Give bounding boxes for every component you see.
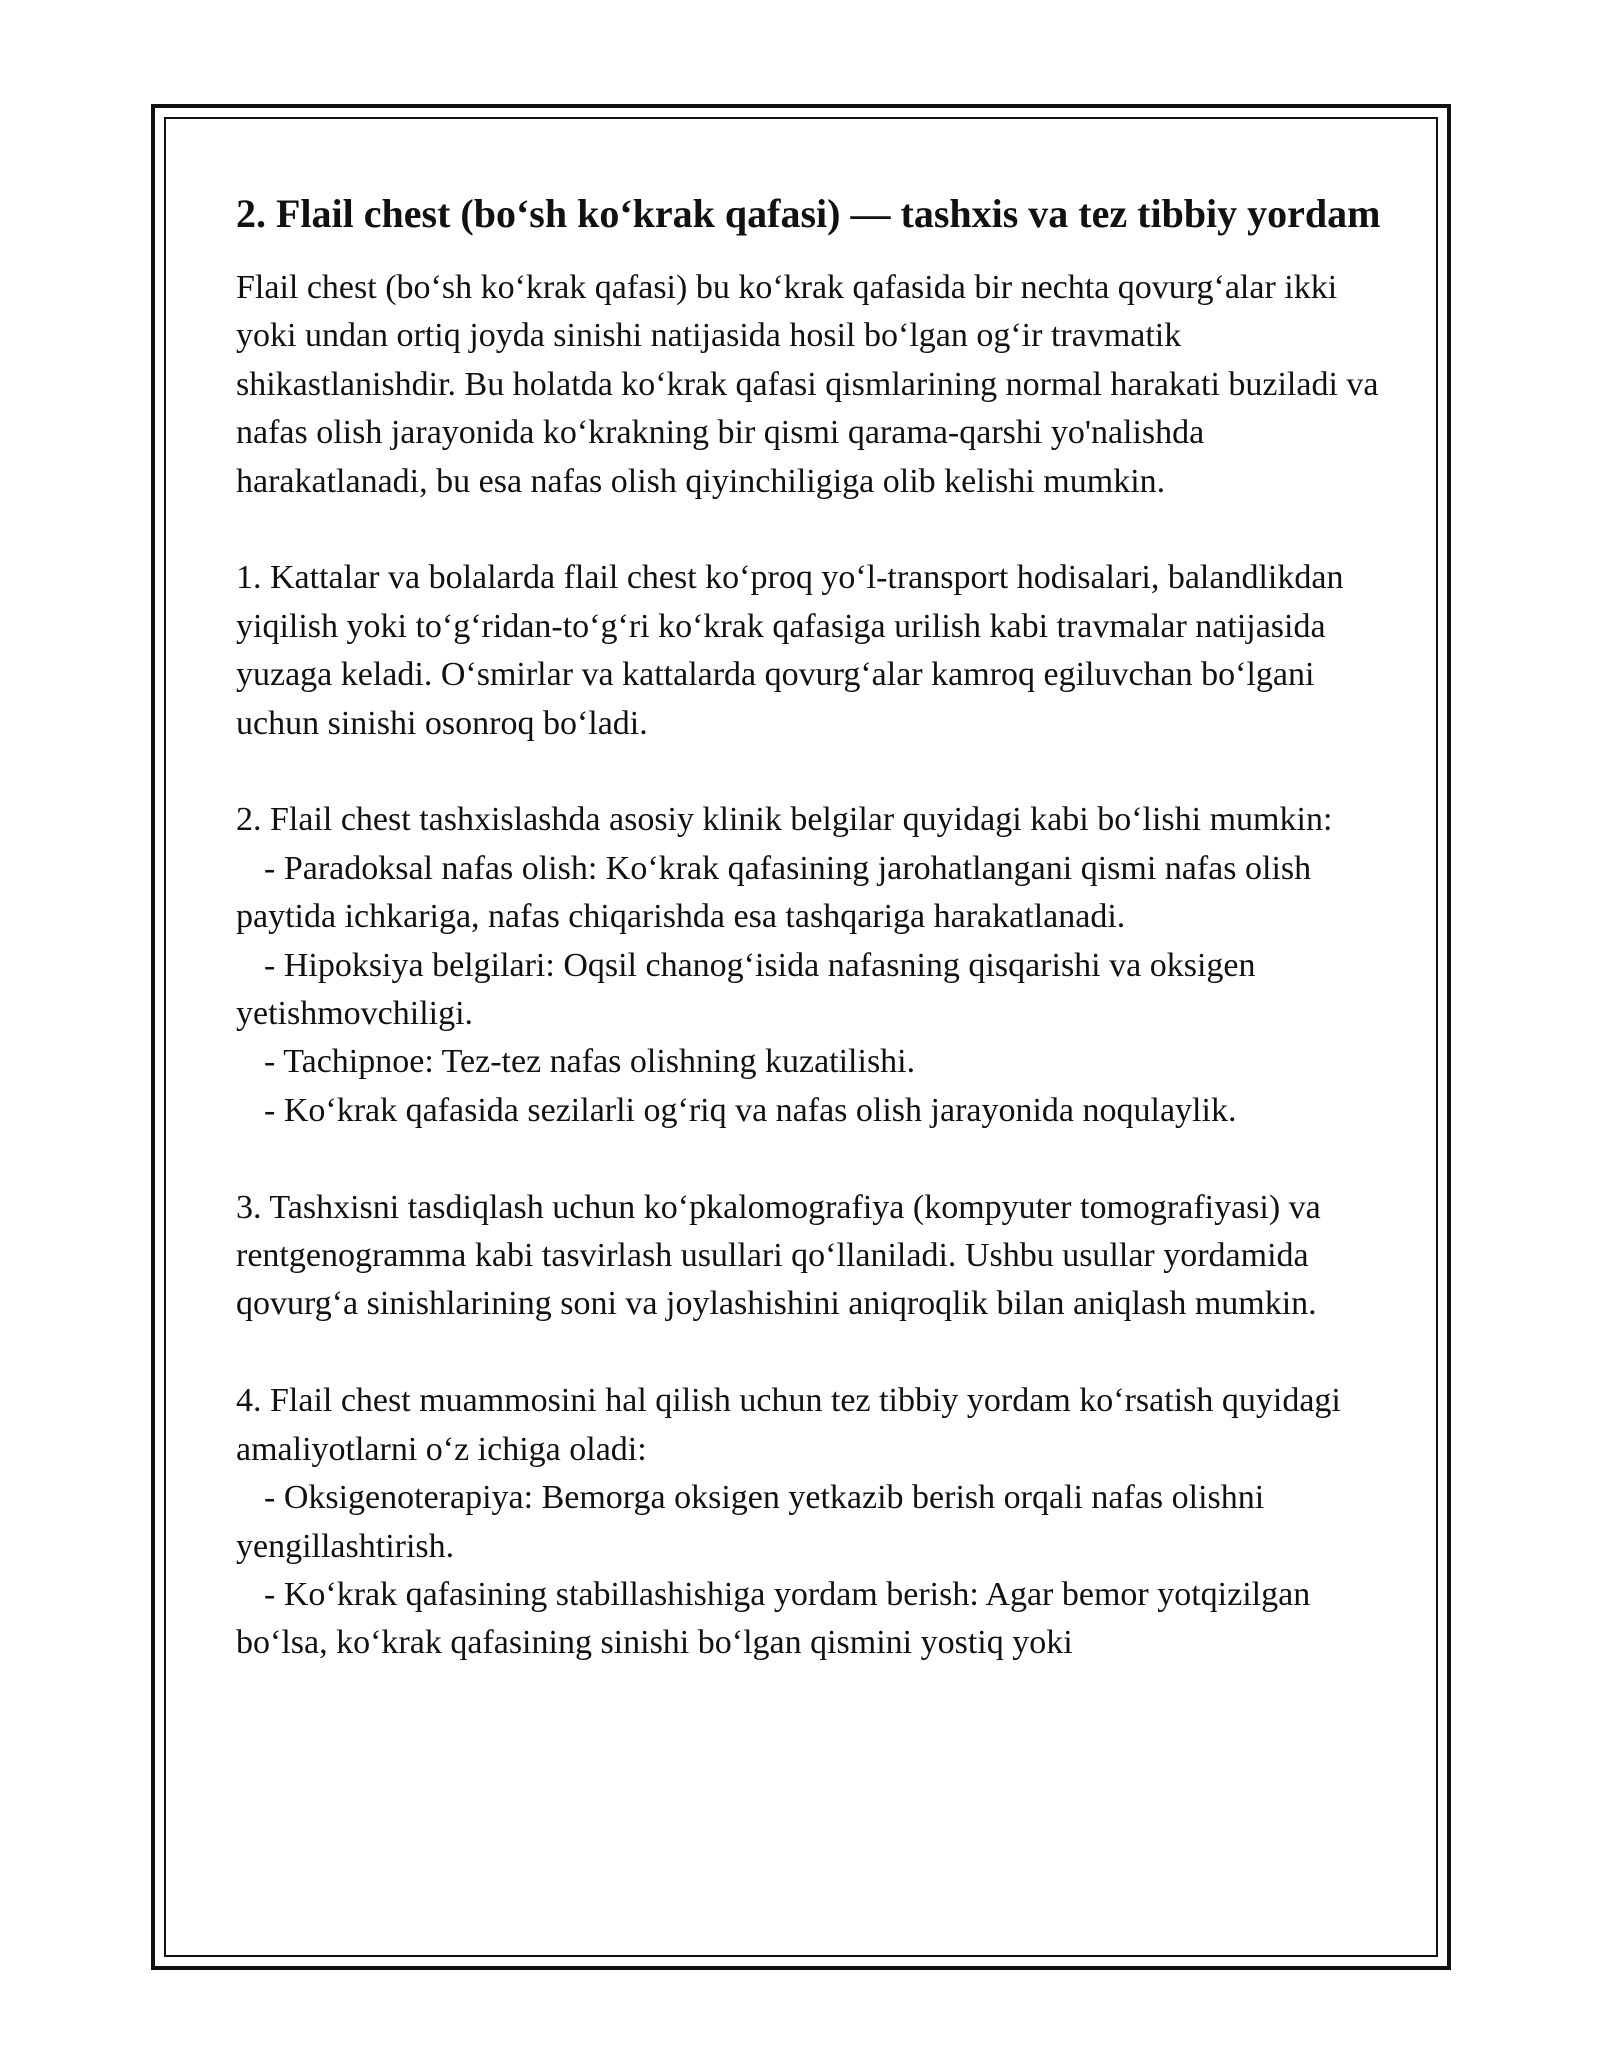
section-2-bullet-1: - Paradoksal nafas olish: Ko‘krak qafasining jarohatlangani qismi nafas olish paytida ichkariga, nafas chiqarishda esa tashqariga harakatlanadi.	[236, 849, 1312, 936]
section-4-bullet-2: - Ko‘krak qafasining stabillashishiga yordam berish: Agar bemor yotqizilgan bo‘lsa, ko‘krak qafasining sinishi bo‘lgan qismini yostiq yoki	[236, 1575, 1311, 1662]
section-2-lead: 2. Flail chest tashxislashda asosiy klinik belgilar quyidagi kabi bo‘lishi mumkin:	[236, 801, 1333, 839]
document-body	[236, 186, 1386, 1668]
section-1-paragraph: 1. Kattalar va bolalarda flail chest ko‘proq yo‘l-transport hodisalari, balandlikdan yiqilish yoki to‘g‘ridan-to‘g‘ri ko‘krak qafasiga urilish kabi travmalar natijasida yuzaga keladi. O‘smirlar va kattalarda qovurg‘alar kamroq egiluvchan bo‘lgani uchun sinishi osonroq bo‘ladi.	[236, 559, 1344, 742]
section-2-bullet-4: - Ko‘krak qafasida sezilarli og‘riq va nafas olish jarayonida noqulaylik.	[264, 1091, 1237, 1129]
section-4-lead: 4. Flail chest muammosini hal qilish uchun tez tibbiy yordam ko‘rsatish quyidagi amaliyotlarni o‘z ichiga oladi:	[236, 1382, 1341, 1468]
section-2	[236, 796, 1386, 1135]
section-4	[236, 1377, 1386, 1667]
intro-paragraph: Flail chest (bo‘sh ko‘krak qafasi) bu ko‘krak qafasida bir nechta qovurg‘alar ikki yoki undan ortiq joyda sinishi natijasida hosil bo‘lgan og‘ir travmatik shikastlanishdir. Bu holatda ko‘krak qafasi qismlarining normal harakati buziladi va nafas olish jarayonida ko‘krakning bir qismi qarama-qarshi yo'nalishda harakatlanadi, bu esa nafas olish qiyinchiligiga olib kelishi mumkin.	[236, 269, 1379, 500]
section-2-bullet-3: - Tachipnoe: Tez-tez nafas olishning kuzatilishi.	[264, 1043, 916, 1081]
section-2-bullet-2: - Hipoksiya belgilari: Oqsil chanog‘isida nafasning qisqarishi va oksigen yetishmovchiligi.	[236, 946, 1256, 1033]
section-4-bullet-1: - Oksigenoterapiya: Bemorga oksigen yetkazib berish orqali nafas olishni yengillashtirish.	[236, 1479, 1265, 1565]
section-3-paragraph: 3. Tashxisni tasdiqlash uchun ko‘pkalomografiya (kompyuter tomografiyasi) va rentgenogramma kabi tasvirlash usullari qo‘llaniladi. Ushbu usullar yordamida qovurg‘a sinishlarining soni va joylashishini aniqroqlik bilan aniqlash mumkin.	[236, 1188, 1321, 1323]
section-title: 2. Flail chest (bo‘sh ko‘krak qafasi) — tashxis va tez tibbiy yordam	[236, 191, 1381, 236]
